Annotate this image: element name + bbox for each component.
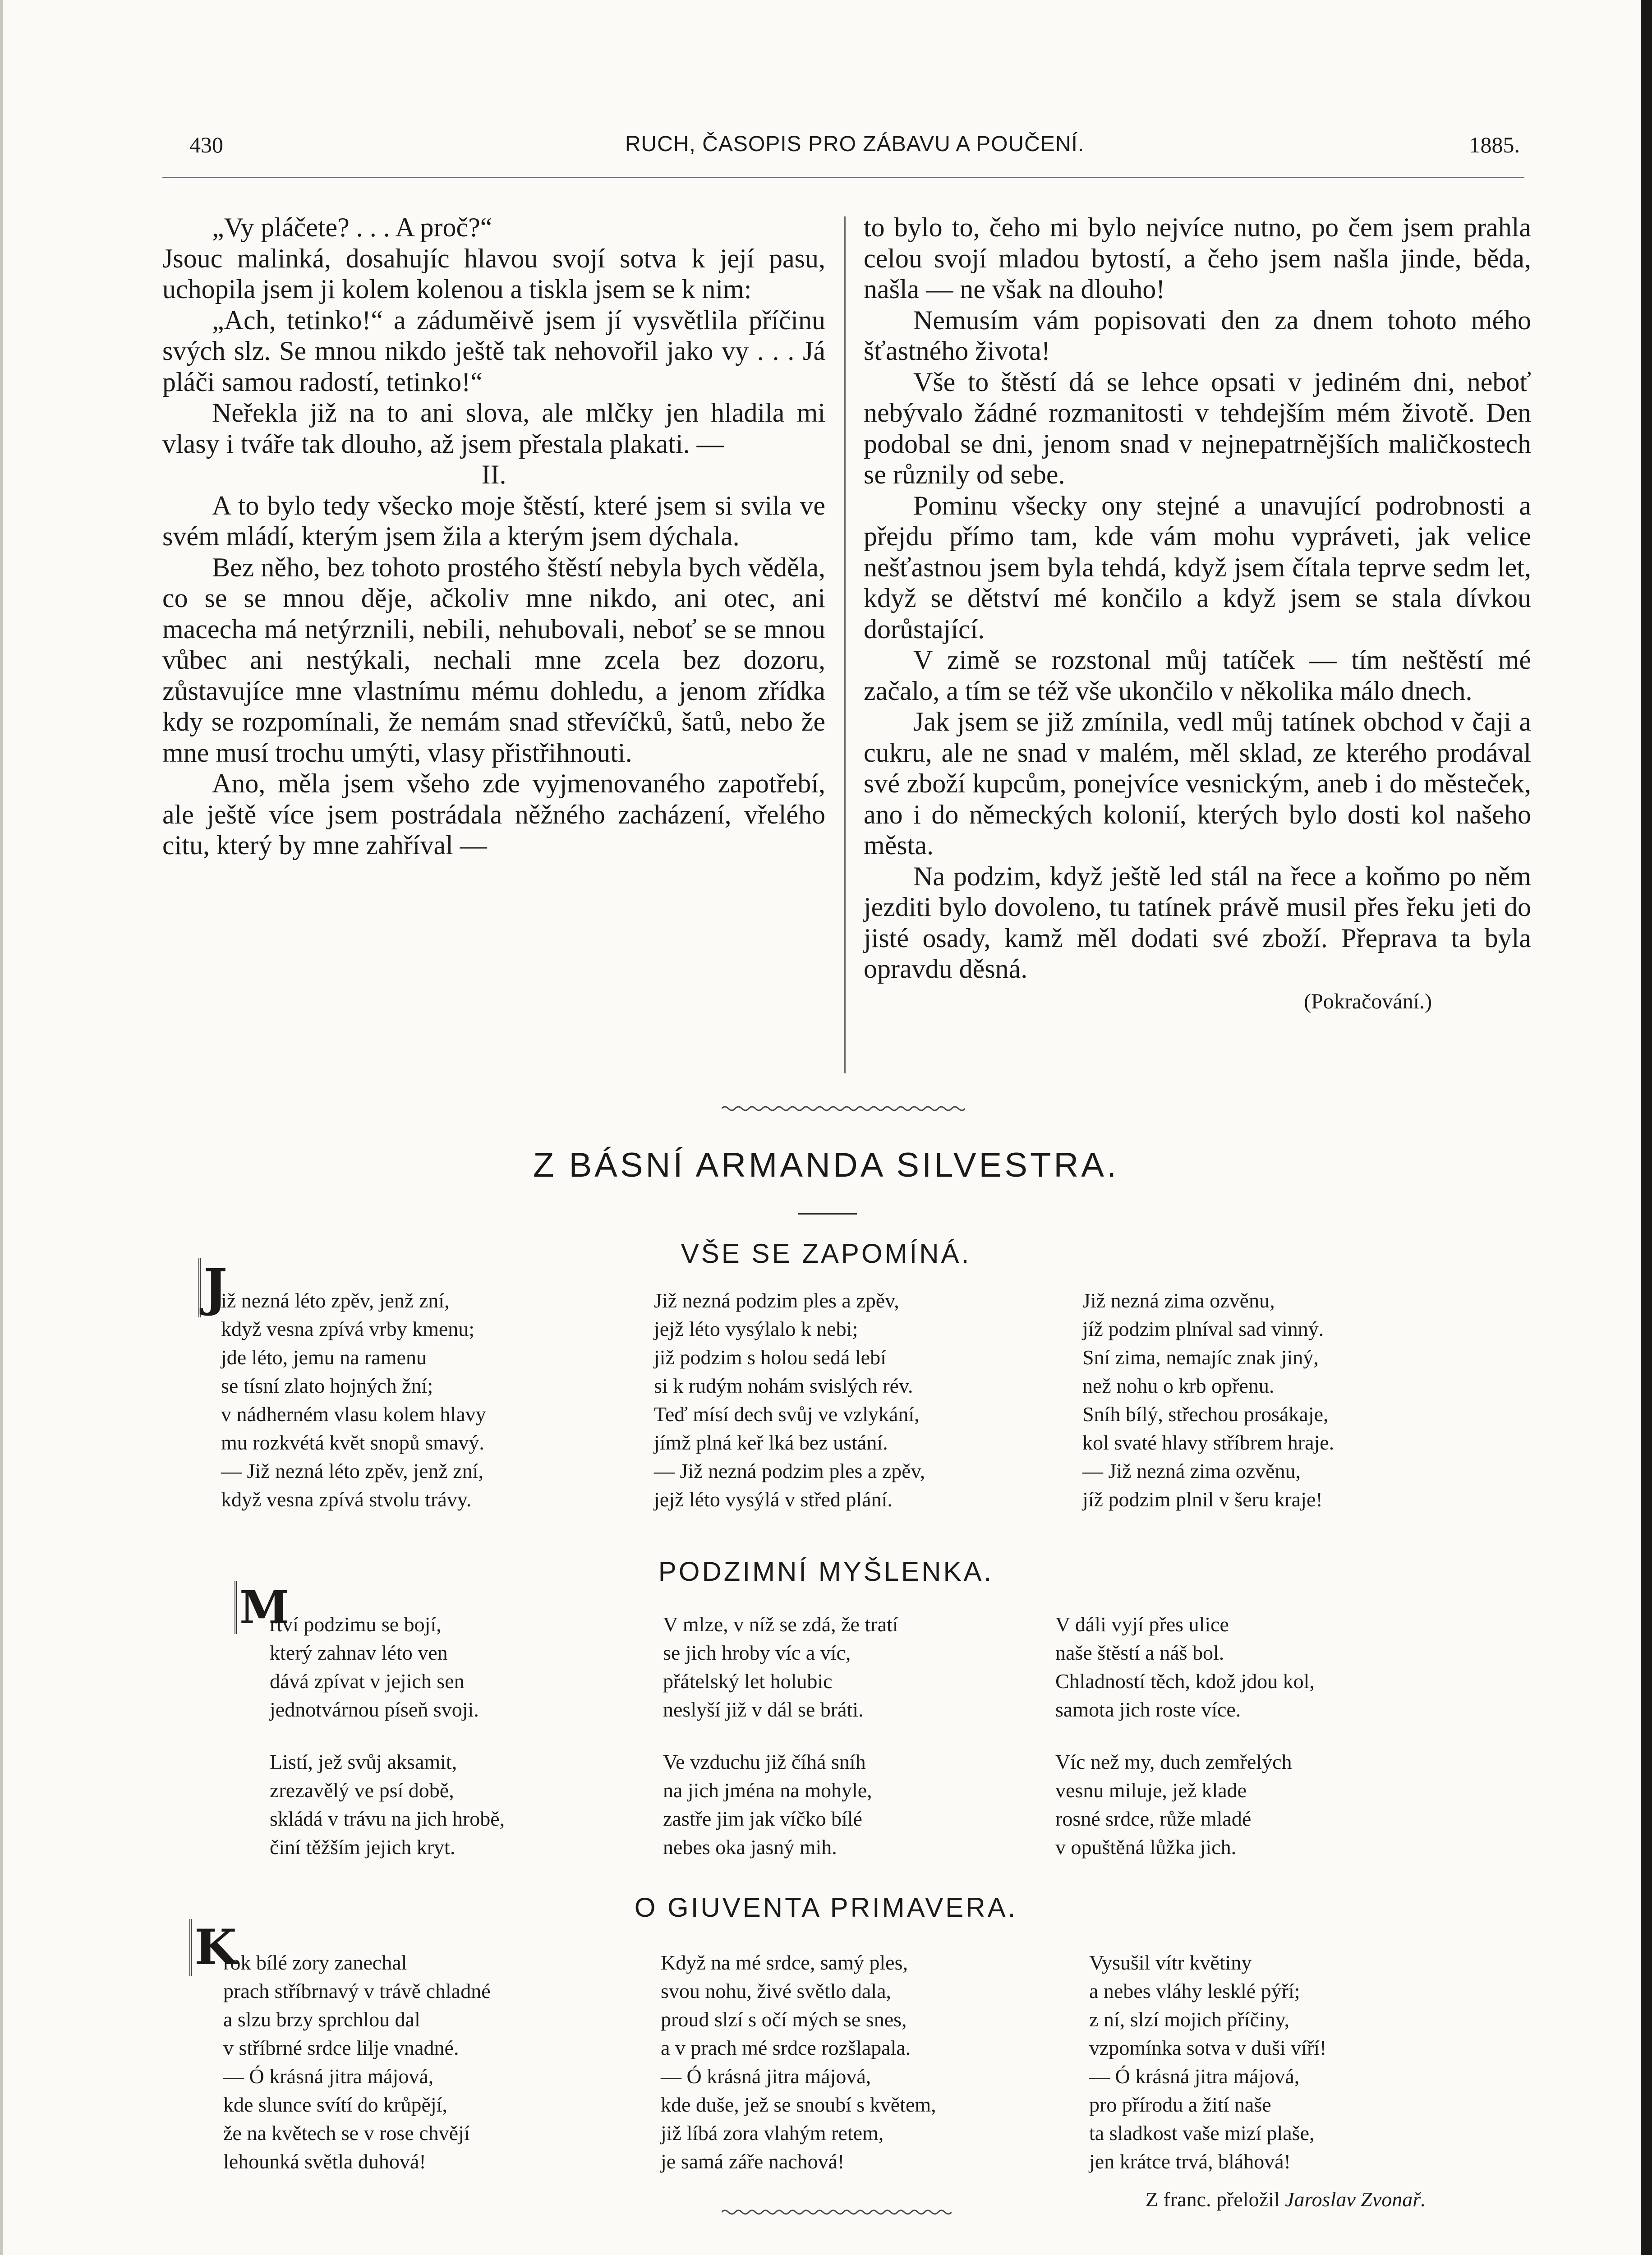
verse-line: rok bílé zory zanechal (223, 1951, 407, 1974)
verse-line: Vysušil vítr květiny (1089, 1951, 1252, 1974)
paragraph: „Vy pláčete? . . . A proč?“ (212, 212, 492, 242)
verse-line: lehounká světla duhová! (223, 2150, 426, 2173)
verse-line: činí těžším jejich kryt. (270, 1836, 456, 1859)
section-title: Z BÁSNÍ ARMANDA SILVESTRA. (533, 1146, 1119, 1184)
verse-line: než nohu o krb opřenu. (1082, 1374, 1275, 1397)
poem-2-column-2b (663, 1748, 872, 1861)
translator-name: Jaroslav Zvonař. (1285, 2188, 1426, 2211)
verse-line: kde slunce svítí do krůpějí, (223, 2093, 447, 2116)
verse-line: zastře jim jak víčko bílé (663, 1807, 862, 1830)
verse-line: V mlze, v níž se zdá, že tratí (663, 1613, 898, 1636)
paragraph: Pominu všecky ony stejné a unavující podrobnosti a přejdu přímo tam, kde vám mohu vypráveti, jak velice nešťastnou jsem byla tehdá, když jsem čítala teprve sedm let, když se dětství mé končilo a když jsem se stala dívkou dorůstající. (864, 490, 1531, 644)
story-left-column (162, 212, 825, 861)
verse-line: ta sladkost vaše mizí plaše, (1089, 2122, 1315, 2145)
verse-line: na jich jména na mohyle, (663, 1779, 872, 1802)
verse-line: vesnu miluje, jež klade (1055, 1779, 1247, 1802)
page-number: 430 (189, 132, 223, 157)
verse-line: svou nohu, živé světlo dala, (661, 1979, 892, 2002)
year: 1885. (1469, 132, 1520, 157)
verse-line: pro přírodu a žití naše (1089, 2093, 1271, 2116)
paragraph: Vše to štěstí dá se lehce opsati v jediném dni, neboť nebývalo žádné rozmanitosti v tehdejším mém životě. Den podobal se dni, jenom snad v nejnepatrnějších maličkostech se různily od sebe. (864, 367, 1531, 489)
verse-line: Teď mísí dech svůj ve vzlykání, (654, 1403, 920, 1426)
verse-line: Když na mé srdce, samý ples, (661, 1951, 908, 1974)
poem-2-column-2 (663, 1610, 898, 1724)
ornament-divider-bottom (722, 2208, 952, 2217)
poem-title-1: VŠE SE ZAPOMÍNÁ. (681, 1238, 971, 1269)
continued-note: (Pokračování.) (1304, 989, 1432, 1013)
verse-line: přátelský let holubic (663, 1670, 833, 1693)
verse-line: naše štěstí a náš bol. (1055, 1641, 1224, 1664)
dropcap-j: J (198, 1258, 227, 1317)
verse-line: jen krátce trvá, bláhová! (1089, 2150, 1291, 2173)
paragraph: „Ach, tetinko!“ a záduměivě jsem jí vysvětlila příčinu svých slz. Se mnou nikdo ještě tak nehovořil jako vy . . . Já pláči samou radostí, tetinko!“ (162, 305, 825, 397)
verse-line: Již nezná zima ozvěnu, (1082, 1289, 1275, 1312)
verse-line: je samá záře nachová! (661, 2150, 845, 2173)
dropcap-m: M (235, 1581, 290, 1634)
verse-line: že na květech se v rose chvějí (223, 2122, 470, 2145)
verse-line: Již nezná podzim ples a zpěv, (654, 1289, 899, 1312)
verse-line: neslyší již v dál se bráti. (663, 1698, 864, 1721)
paragraph: Ano, měla jsem všeho zde vyjmenovaného zapotřebí, ale ještě více jsem postrádala něžného zacházení, vřelého citu, který by mne zahříval — (162, 769, 825, 860)
journal-title: RUCH, ČASOPIS PRO ZÁBAVU A POUČENÍ. (625, 132, 1085, 156)
verse-line: rtví podzimu se bojí, (270, 1613, 442, 1636)
paragraph: Neřekla již na to ani slova, ale mlčky jen hladila mi vlasy i tváře tak dlouho, až jsem přestala plakati. — (162, 398, 825, 459)
verse-line: proud slzí s očí mých se snes, (661, 2008, 907, 2031)
paragraph: Na podzim, když ještě led stál na řece a koňmo po něm jezditi bylo dovoleno, tu tatínek právě musil přes řeku jeti do jisté osady, kamž měl dodati své zboží. Přeprava ta byla opravdu děsná. (864, 861, 1531, 984)
verse-line: mu rozkvétá květ snopů smavý. (221, 1431, 484, 1454)
verse-line: iž nezná léto zpěv, jenž zní, (221, 1289, 450, 1312)
story-right-column (864, 212, 1531, 1017)
verse-line: již podzim s holou sedá lebí (654, 1346, 886, 1369)
verse-line: V dáli vyjí přes ulice (1055, 1613, 1229, 1636)
paragraph: to bylo to, čeho mi bylo nejvíce nutno, po čem jsem prahla celou svojí mladou bytostí, a čeho jsem našla jinde, běda, našla — ne však na dlouho! (864, 212, 1531, 304)
verse-line: — Ó krásná jitra májová, (223, 2065, 434, 2088)
paragraph: Jak jsem se již zmínila, vedl můj tatínek obchod v čaji a cukru, ale ne snad v malém, měl sklad, ze kterého prodával své zboží kupcům, ponejvíce vesnickým, aneb i do městeček, ano i do německých kolonií, kterých bylo dosti kol našeho města. (864, 707, 1531, 860)
verse-line: — Ó krásná jitra májová, (661, 2065, 871, 2088)
paragraph: Nemusím vám popisovati den za dnem tohoto mého šťastného života! (864, 305, 1531, 366)
verse-line: již líbá zora vlahým retem, (661, 2122, 884, 2145)
verse-line: Chladností těch, kdož jdou kol, (1055, 1670, 1315, 1693)
paragraph: V zimě se rozstonal můj tatíček — tím neštěstí mé začalo, a tím se též vše ukončilo v několika málo dnech. (864, 645, 1531, 706)
chapter-number: II. (481, 460, 506, 489)
poem-title-2: PODZIMNÍ MYŠLENKA. (658, 1556, 994, 1587)
poem-2-column-1 (270, 1610, 479, 1724)
paragraph: Bez něho, bez tohoto prostého štěstí nebyla bych věděla, co se se mnou děje, ačkoliv mne nikdo, ani otec, ani macecha má netýrznili, nebili, nehubovali, neboť se se mnou vůbec ani nestýkali, nechali mne zcela bez dozoru, zůstavujíce mne vlastnímu mému dohledu, a jenom zřídka kdy se rozpomínali, že nemám snad střevíčků, šatů, nebo že mne musí trochu umýti, vlasy přistřihnouti. (162, 552, 825, 768)
verse-line: Ve vzduchu již číhá sníh (663, 1750, 866, 1773)
verse-line: když vesna zpívá vrby kmenu; (221, 1317, 475, 1340)
verse-line: Listí, jež svůj aksamit, (270, 1750, 457, 1773)
verse-line: jímž plná keř lká bez ustání. (654, 1431, 888, 1454)
verse-line: a v prach mé srdce rozšlapala. (661, 2036, 911, 2059)
credit-prefix: Z franc. přeložil (1146, 2188, 1280, 2211)
ornament-divider (722, 1104, 965, 1113)
column-divider (844, 216, 846, 1073)
verse-line: jejž léto vysýlalo k nebi; (654, 1317, 858, 1340)
verse-line: si k rudým nohám svislých rév. (654, 1374, 913, 1397)
running-header (189, 132, 1520, 168)
verse-line: který zahnav léto ven (270, 1641, 448, 1664)
verse-line: z ní, slzí mojich příčiny, (1089, 2008, 1290, 2031)
paragraph: Jsouc malinká, dosahujíc hlavou svojí sotva k její pasu, uchopila jsem ji kolem kolenou a tiskla jsem se k nim: (162, 243, 825, 304)
verse-line: a slzu brzy sprchlou dal (223, 2008, 420, 2031)
verse-line: — Již nezná podzim ples a zpěv, (654, 1459, 925, 1482)
verse-line: Sníh bílý, střechou prosákaje, (1082, 1403, 1329, 1426)
poem-2-column-3 (1055, 1610, 1315, 1724)
title-rule (798, 1213, 857, 1215)
verse-line: jíž podzim plnil v šeru kraje! (1082, 1488, 1323, 1511)
verse-line: — Ó krásná jitra májová, (1089, 2065, 1300, 2088)
poem-title-3: O GIUVENTA PRIMAVERA. (634, 1892, 1018, 1923)
paragraph: A to bylo tedy všecko moje štěstí, které jsem si svila ve svém mládí, kterým jsem žila a kterým jsem dýchala. (162, 490, 825, 551)
verse-line: prach stříbrnavý v trávě chladné (223, 1979, 491, 2002)
verse-line: a nebes vláhy lesklé pýří; (1089, 1979, 1300, 2002)
verse-line: v nádherném vlasu kolem hlavy (221, 1403, 486, 1426)
verse-line: když vesna zpívá stvolu trávy. (221, 1488, 472, 1511)
verse-line: samota jich roste více. (1055, 1698, 1241, 1721)
header-rule (162, 177, 1524, 178)
verse-line: jednotvárnou píseň svoji. (270, 1698, 479, 1721)
verse-line: v stříbrné srdce lilje vnadné. (223, 2036, 459, 2059)
verse-line: nebes oka jasný mih. (663, 1836, 837, 1859)
verse-line: v opuštěná lůžka jich. (1055, 1836, 1237, 1859)
dropcap-k: K (189, 1919, 237, 1976)
poem-3-column-1 (223, 1948, 491, 2176)
poem-2-column-1b (270, 1748, 505, 1861)
verse-line: jejž léto vysýlá v střed plání. (654, 1488, 893, 1511)
poem-1-column-2 (654, 1286, 925, 1514)
verse-line: dává zpívat v jejich sen (270, 1670, 465, 1693)
verse-line: skládá v trávu na jich hrobě, (270, 1807, 505, 1830)
poem-3-column-3 (1089, 1948, 1326, 2176)
verse-line: jde léto, jemu na ramenu (221, 1346, 427, 1369)
verse-line: Víc než my, duch zemřelých (1055, 1750, 1292, 1773)
translator-credit (1146, 2187, 1426, 2211)
verse-line: zrezavělý ve psí době, (270, 1779, 454, 1802)
verse-line: kde duše, jež se snoubí s květem, (661, 2093, 936, 2116)
poem-1-column-1 (221, 1286, 486, 1514)
verse-line: Sní zima, nemajíc znak jiný, (1082, 1346, 1319, 1369)
verse-line: se tísní zlato hojných žní; (221, 1374, 433, 1397)
poem-3-column-2 (661, 1948, 936, 2176)
verse-line: jíž podzim plníval sad vinný. (1082, 1317, 1324, 1340)
verse-line: — Již nezná zima ozvěnu, (1082, 1459, 1301, 1482)
poem-2-column-3b (1055, 1748, 1292, 1861)
verse-line: kol svaté hlavy stříbrem hraje. (1082, 1431, 1334, 1454)
poem-1-column-3 (1082, 1286, 1334, 1514)
verse-line: rosné srdce, růže mladé (1055, 1807, 1252, 1830)
verse-line: vzpomínka sotva v duši víří! (1089, 2036, 1327, 2059)
verse-line: se jich hroby víc a víc, (663, 1641, 851, 1664)
verse-line: — Již nezná léto zpěv, jenž zní, (221, 1459, 483, 1482)
